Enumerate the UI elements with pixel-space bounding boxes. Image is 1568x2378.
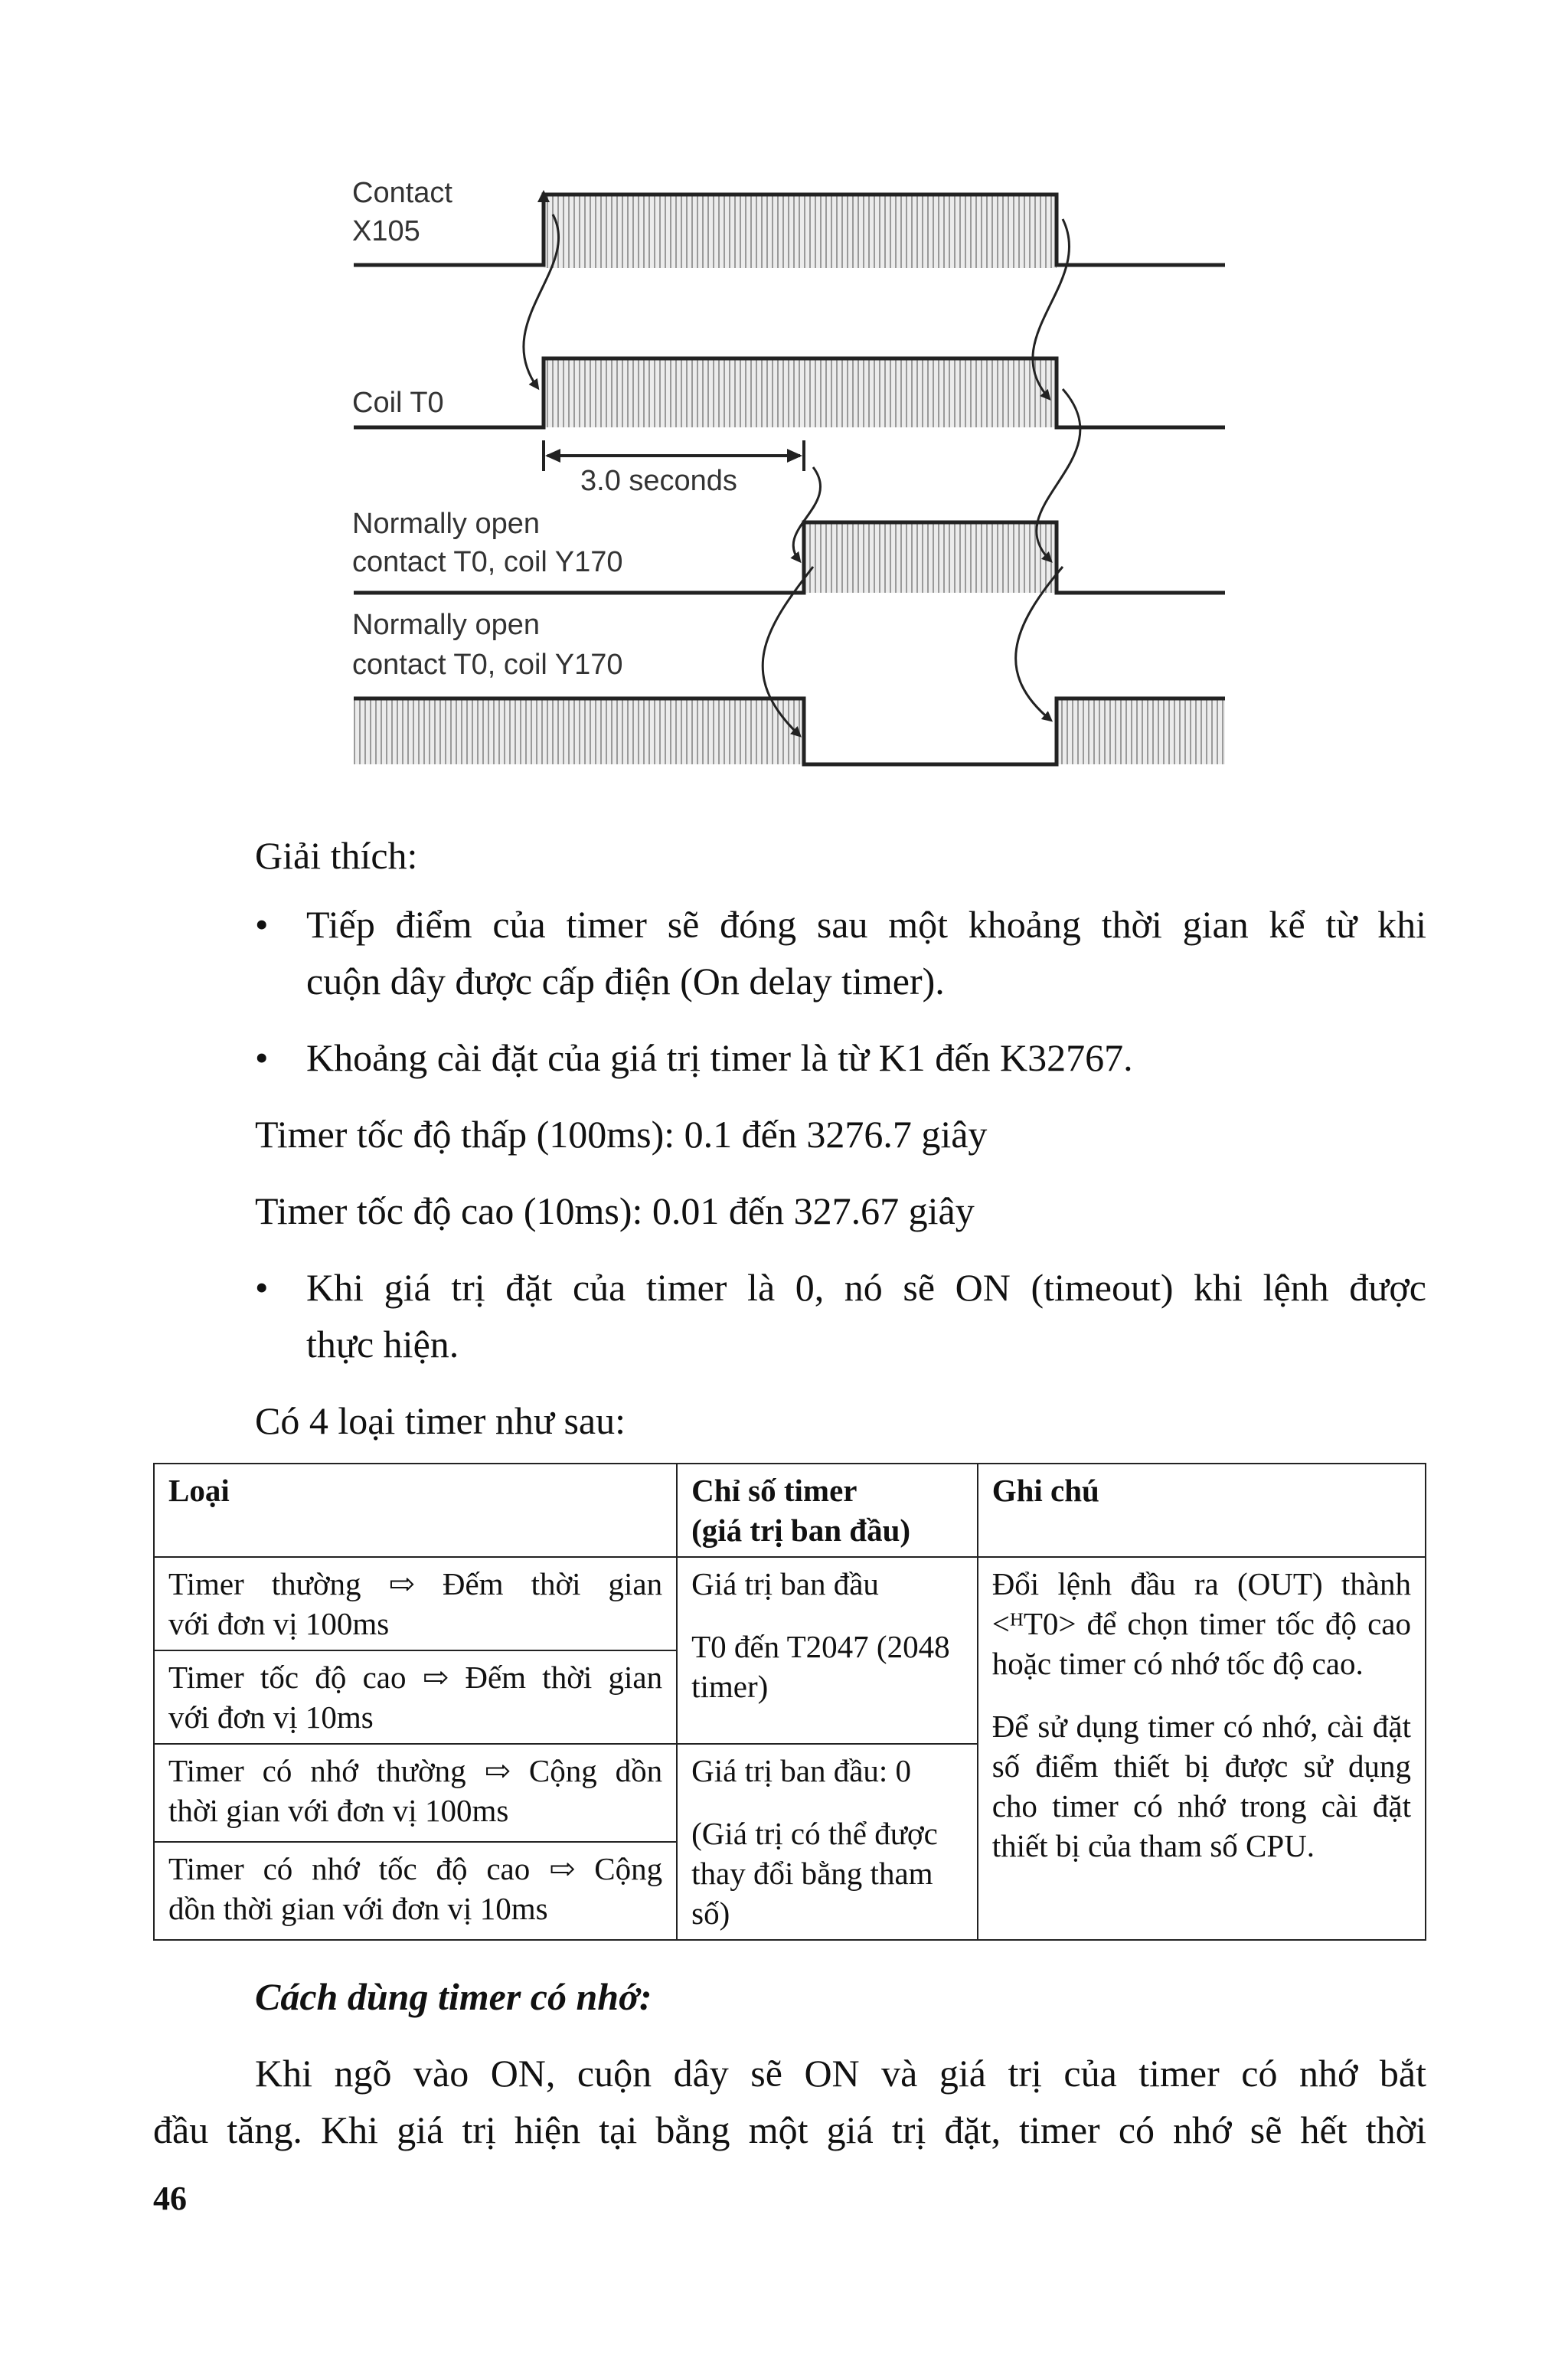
index-cell-group-1: Giá trị ban đầu T0 đến T2047 (2048 timer): [677, 1557, 978, 1744]
label-no-contact1-line2: contact T0, coil Y170: [352, 546, 623, 578]
bullet-3-dot: •: [255, 1266, 269, 1309]
bullet-3-line1: Khi giá trị đặt của timer là 0, nó sẽ ON (timeout) khi lệnh được: [306, 1266, 1426, 1309]
type-cell: Timer tốc độ cao ⇨ Đếm thời gian với đơn vị 10ms: [154, 1650, 677, 1744]
low-speed-range: Timer tốc độ thấp (100ms): 0.1 đến 3276.7 giây: [255, 1113, 988, 1156]
label-contact-line1: Contact: [352, 177, 452, 209]
header-note: Ghi chú: [978, 1464, 1426, 1557]
bullet-2-dot: •: [255, 1036, 269, 1079]
section-title: Cách dùng timer có nhớ:: [255, 1975, 652, 2018]
timer-types-table: [153, 1463, 1426, 1941]
bullet-2-text: Khoảng cài đặt của giá trị timer là từ K1 đến K32767.: [306, 1036, 1133, 1079]
section-para-line2: đầu tăng. Khi giá trị hiện tại bằng một giá trị đặt, timer có nhớ sẽ hết thời: [153, 2108, 1426, 2151]
label-coil: Coil T0: [352, 387, 444, 419]
page-number: 46: [153, 2180, 187, 2217]
type-cell: Timer thường ⇨ Đếm thời gian với đơn vị 100ms: [154, 1557, 677, 1650]
header-index: Chỉ số timer (giá trị ban đầu): [677, 1464, 978, 1557]
label-no-contact2-line2: contact T0, coil Y170: [352, 649, 623, 681]
table-row: [154, 1557, 1426, 1650]
bullet-1-line2: cuộn dây được cấp điện (On delay timer).: [306, 960, 945, 1003]
index-cell-group-2: Giá trị ban đầu: 0 (Giá trị có thể được thay đổi bằng tham số): [677, 1744, 978, 1940]
bullet-1-dot: •: [255, 903, 269, 946]
bullet-3-line2: thực hiện.: [306, 1323, 459, 1366]
note-cell: Đổi lệnh đầu ra (OUT) thành <ᴴT0> để chọn timer tốc độ cao hoặc timer có nhớ tốc độ cao. Để sử dụng timer có nhớ, cài đặt số điểm thiết bị được sử dụng cho timer có nhớ trong cài đặt thiết bị của tham số CPU.: [978, 1557, 1426, 1940]
coil-t0-pulse: [544, 358, 1057, 427]
label-duration: 3.0 seconds: [580, 465, 737, 497]
no-contact-2-pulse-left: [354, 698, 804, 764]
table-header-row: [154, 1464, 1426, 1557]
timing-diagram-svg: [337, 168, 1256, 781]
type-cell: Timer có nhớ tốc độ cao ⇨ Cộng dồn thời gian với đơn vị 10ms: [154, 1842, 677, 1940]
explanation-heading: Giải thích:: [255, 834, 418, 877]
timing-diagram: [337, 168, 1256, 781]
no-contact-2-pulse-right: [1057, 698, 1225, 764]
types-intro: Có 4 loại timer như sau:: [255, 1399, 626, 1442]
bullet-1-line1: Tiếp điểm của timer sẽ đóng sau một khoảng thời gian kể từ khi: [306, 903, 1426, 946]
section-para-line1: Khi ngõ vào ON, cuộn dây sẽ ON và giá trị của timer có nhớ bắt: [255, 2052, 1426, 2095]
contact-x105-pulse: [544, 195, 1057, 268]
header-type: Loại: [154, 1464, 677, 1557]
type-cell: Timer có nhớ thường ⇨ Cộng dồn thời gian với đơn vị 100ms: [154, 1744, 677, 1842]
label-contact-line2: X105: [352, 215, 420, 247]
label-no-contact2-line1: Normally open: [352, 609, 540, 641]
label-no-contact1-line1: Normally open: [352, 508, 540, 540]
no-contact-1-pulse: [804, 522, 1057, 593]
high-speed-range: Timer tốc độ cao (10ms): 0.01 đến 327.67 giây: [255, 1189, 975, 1232]
